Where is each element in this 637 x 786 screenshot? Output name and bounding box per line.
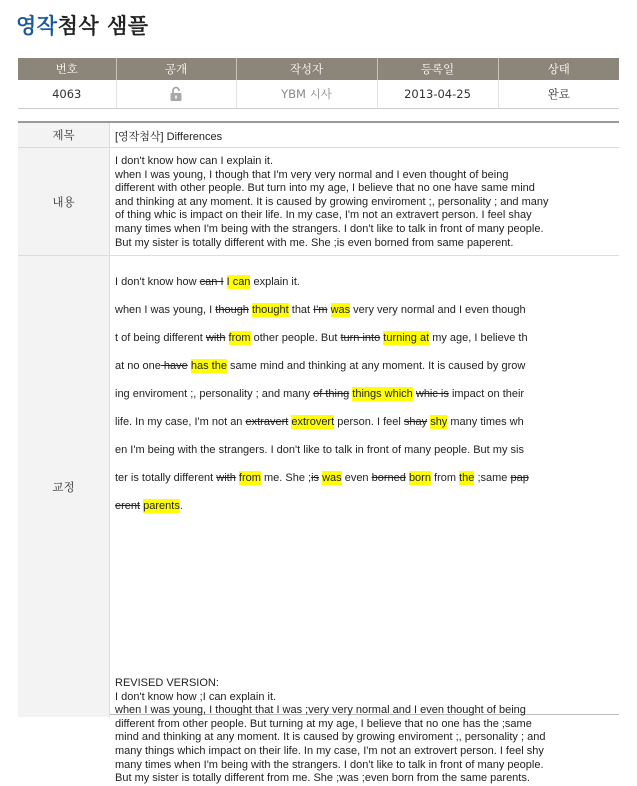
correction-line (115, 492, 529, 520)
header-number: 번호 (18, 58, 116, 80)
correction-line (115, 296, 529, 324)
header-author: 작성자 (236, 58, 377, 80)
row-title (18, 123, 619, 148)
correction-text: explain it. (250, 276, 300, 288)
correction-line (115, 464, 529, 492)
body-line: when I was young, I though that I'm very very normal and I even thought of being (115, 168, 509, 181)
deleted-text: is (311, 472, 320, 484)
value-title: [영작첨삭] Differences (115, 131, 223, 143)
correction-line (115, 352, 529, 380)
revised-line: many things which impact on their life. In my case, I'm not an extrovert person. I feel shy (115, 744, 544, 757)
deleted-text: erent (115, 500, 141, 512)
correction-text: ing enviroment ;, personality ; and many (115, 388, 314, 400)
page-title-rest: 첨삭 샘플 (57, 14, 149, 38)
header-public: 공개 (116, 58, 236, 80)
header-status: 상태 (498, 58, 619, 80)
correction-text: even (341, 472, 372, 484)
deleted-text: extravert (245, 416, 289, 428)
body-line: many times when I'm being with the strangers. I don't like to talk in front of many people. (115, 222, 544, 235)
correction-text: many times wh (447, 416, 524, 428)
correction-text: ter is totally different (115, 472, 217, 484)
deleted-text: whic is (415, 388, 449, 400)
revised-line: REVISED VERSION: (115, 677, 219, 689)
correction-line (115, 436, 529, 464)
deleted-text: pap (510, 472, 529, 484)
revised-line: many times when I'm being with the strangers. I don't like to talk in front of many people. (115, 758, 544, 771)
inserted-text: from (238, 472, 261, 484)
revised-line: when I was young, I thought that I was ;very very normal and I even thought of being (115, 704, 526, 717)
body-line: I don't know how can I explain it. (115, 155, 274, 167)
meta-data-row (18, 80, 619, 108)
correction-text: impact on their (448, 388, 525, 400)
revised-line: But my sister is totally different from me. She ;was ;even born from the same parents. (115, 772, 530, 785)
correction-text: t of being different (115, 332, 206, 344)
revised-line: I don't know how ;I can explain it. (115, 690, 277, 703)
inserted-text: parents (143, 500, 180, 512)
deleted-text: borned (371, 472, 406, 484)
correction-text: when I was young, I (115, 304, 216, 316)
correction-text: from (430, 472, 460, 484)
deleted-text: can I (199, 276, 224, 288)
row-body (18, 148, 619, 256)
page-title-accent: 영작 (16, 14, 58, 38)
deleted-text: shay (403, 416, 428, 428)
page-title (16, 10, 149, 40)
deleted-text: though (215, 304, 249, 316)
correction-line (115, 324, 529, 352)
correction-text: person. I feel (334, 416, 404, 428)
row-correction (18, 256, 619, 785)
deleted-text: of thing (313, 388, 350, 400)
body-line: But my sister is totally different with me. She ;is even borned from same paperent. (115, 236, 514, 249)
meta-table (18, 58, 619, 109)
value-body (115, 155, 617, 250)
correction-text: en I'm being with the strangers. I don't like to talk in front of many people. But my sis (115, 444, 524, 456)
correction-text: . (179, 500, 183, 512)
correction-lines (115, 268, 529, 520)
body-line: of thing whic is impact on their life. In my case, I'm not an extravert person. I feel shay (115, 209, 532, 222)
label-body: 내용 (18, 148, 110, 255)
correction-line (115, 268, 529, 296)
deleted-text: turn into (340, 332, 381, 344)
correction-text: same mind and thinking at any moment. It is caused by grow (226, 360, 526, 372)
correction-line (115, 380, 529, 408)
correction-text: other people. But (250, 332, 341, 344)
cell-public (116, 80, 236, 108)
correction-text: very very normal and I even though (350, 304, 526, 316)
cell-author: YBM 시사 (236, 80, 377, 108)
body-line: and thinking at any moment. It is caused by growing enviroment ;, personality ; and many (115, 195, 549, 208)
header-date: 등록일 (377, 58, 498, 80)
inserted-text: things which (352, 388, 413, 400)
deleted-text: have (160, 360, 188, 372)
deleted-text: I'm (313, 304, 328, 316)
deleted-text: with (205, 332, 226, 344)
body-line: different with other people. But turn into my age, I believe that no one have same mind (115, 182, 535, 195)
correction-text: me. She ; (260, 472, 312, 484)
correction-text: I don't know how (115, 276, 200, 288)
inserted-text: born (408, 472, 431, 484)
inserted-text: the (459, 472, 475, 484)
content-table (18, 121, 619, 785)
revised-version (115, 677, 617, 786)
correction-text: ;same (474, 472, 511, 484)
inserted-text: thought (252, 304, 289, 316)
inserted-text: I can (226, 276, 251, 288)
unlocked-padlock-icon (169, 86, 183, 102)
cell-number: 4063 (18, 80, 116, 108)
correction-line (115, 408, 529, 436)
label-correction: 교정 (18, 256, 110, 717)
inserted-text: turning at (383, 332, 430, 344)
inserted-text: from (228, 332, 251, 344)
meta-header-row (18, 58, 619, 80)
correction-text: my age, I believe th (429, 332, 528, 344)
label-title: 제목 (18, 123, 110, 147)
inserted-text: has the (190, 360, 227, 372)
deleted-text: with (216, 472, 236, 484)
correction-text: that (288, 304, 314, 316)
cell-status: 완료 (498, 80, 619, 108)
inserted-text: extrovert (291, 416, 335, 428)
revised-line: mind and thinking at any moment. It is caused by growing enviroment ;, personality ; and (115, 731, 546, 744)
revised-line: different from other people. But turning at my age, I believe that no one has the ;same (115, 717, 532, 730)
inserted-text: was (322, 472, 342, 484)
correction-text: life. In my case, I'm not an (115, 416, 246, 428)
correction-text: at no one (115, 360, 161, 372)
cell-date: 2013-04-25 (377, 80, 498, 108)
inserted-text: shy (430, 416, 448, 428)
inserted-text: was (330, 304, 351, 316)
